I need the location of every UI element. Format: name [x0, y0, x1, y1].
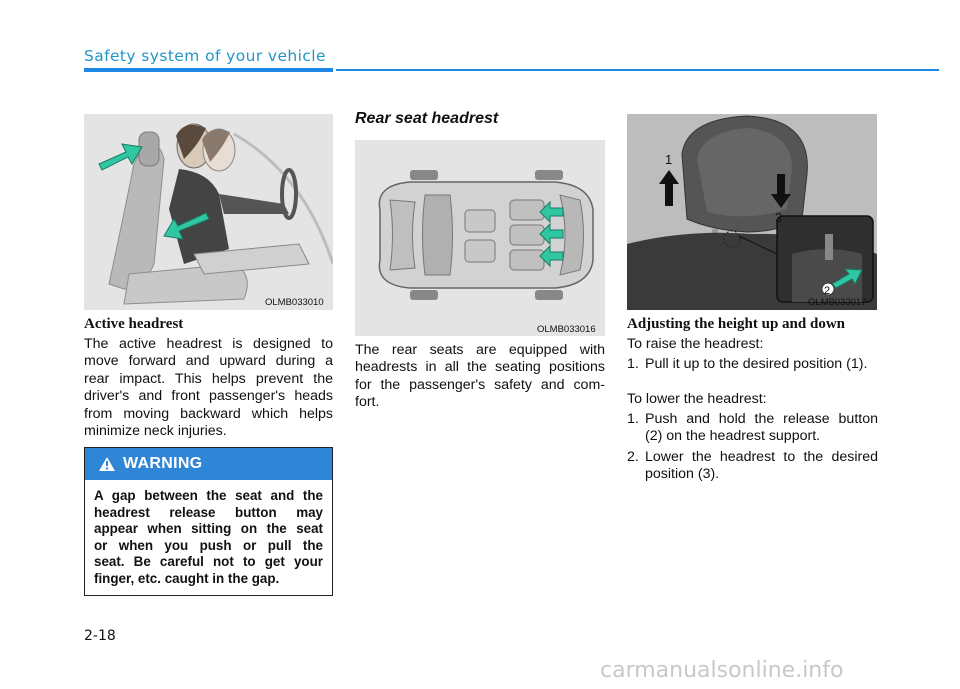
active-headrest-paragraph	[84, 336, 333, 440]
callout-2: 2	[824, 285, 831, 297]
step-number: 1.	[627, 356, 639, 372]
page-number: 2-18	[84, 628, 116, 644]
text-line: minimize neck injuries.	[84, 423, 227, 440]
text-line: position (3).	[645, 466, 720, 483]
raise-step-1	[627, 356, 878, 374]
figure-headrest-adjust	[627, 114, 877, 310]
text-line: headrests in all the seating positions	[355, 359, 605, 376]
text-line: The active headrest is designed to	[84, 336, 333, 352]
active-headrest-illustration	[84, 114, 333, 310]
text-line: A gap between the seat and the	[94, 488, 323, 503]
text-line: finger, etc. caught in the gap.	[94, 570, 280, 586]
step-text	[645, 411, 878, 446]
text-line: seat. Be careful not to get your	[94, 554, 323, 570]
step-text	[645, 449, 878, 484]
headrest-adjustment-illustration	[627, 114, 877, 310]
warning-text	[85, 480, 332, 588]
rear-seat-paragraph	[355, 342, 605, 412]
callout-3: 3	[775, 210, 783, 225]
step-number: 1.	[627, 411, 639, 427]
figure-rear-seat	[355, 140, 605, 336]
figure-code: OLMB033010	[265, 297, 324, 308]
text-line: or when you push or pull the	[94, 537, 323, 553]
raise-intro: To raise the headrest:	[627, 336, 764, 352]
text-line: driver's and front passenger's heads	[84, 388, 333, 405]
warning-triangle-icon	[99, 457, 115, 471]
warning-label: WARNING	[123, 455, 203, 472]
text-line: rear impact. This helps prevent the	[84, 370, 333, 387]
lower-intro: To lower the headrest:	[627, 391, 767, 407]
step-number: 2.	[627, 449, 639, 465]
text-line: The rear seats are equipped with	[355, 342, 605, 358]
warning-banner	[85, 448, 332, 480]
step-text: Pull it up to the desired position (1).	[645, 356, 868, 372]
text-line: Push and hold the release button	[645, 411, 878, 427]
heading-active-headrest: Active headrest	[84, 316, 184, 332]
figure-code: OLMB033016	[537, 324, 596, 335]
heading-adjusting: Adjusting the height up and down	[627, 316, 845, 332]
header-rule	[336, 69, 939, 71]
section-title: Safety system of your vehicle	[84, 47, 326, 65]
heading-rear-seat-headrest: Rear seat headrest	[355, 110, 499, 127]
text-line: headrest release button may	[94, 504, 323, 520]
lower-step-2	[627, 449, 878, 485]
callout-1: 1	[665, 152, 673, 167]
text-line: move forward and upward during a	[84, 353, 333, 370]
header-rule-accent	[84, 68, 333, 72]
vehicle-top-view-illustration	[355, 140, 605, 336]
text-line: appear when sitting on the seat	[94, 521, 323, 537]
text-line: (2) on the headrest support.	[645, 428, 821, 445]
lower-step-1	[627, 411, 878, 447]
text-line: from moving backward which helps	[84, 405, 333, 422]
watermark: carmanualsonline.info	[600, 658, 844, 683]
figure-code: OLMB033017	[808, 297, 867, 308]
warning-box	[84, 447, 333, 596]
text-line: for the passenger's safety and com-	[355, 376, 605, 393]
text-line: Lower the headrest to the desired	[645, 449, 878, 465]
text-line: fort.	[355, 394, 380, 411]
figure-active-headrest	[84, 114, 333, 310]
